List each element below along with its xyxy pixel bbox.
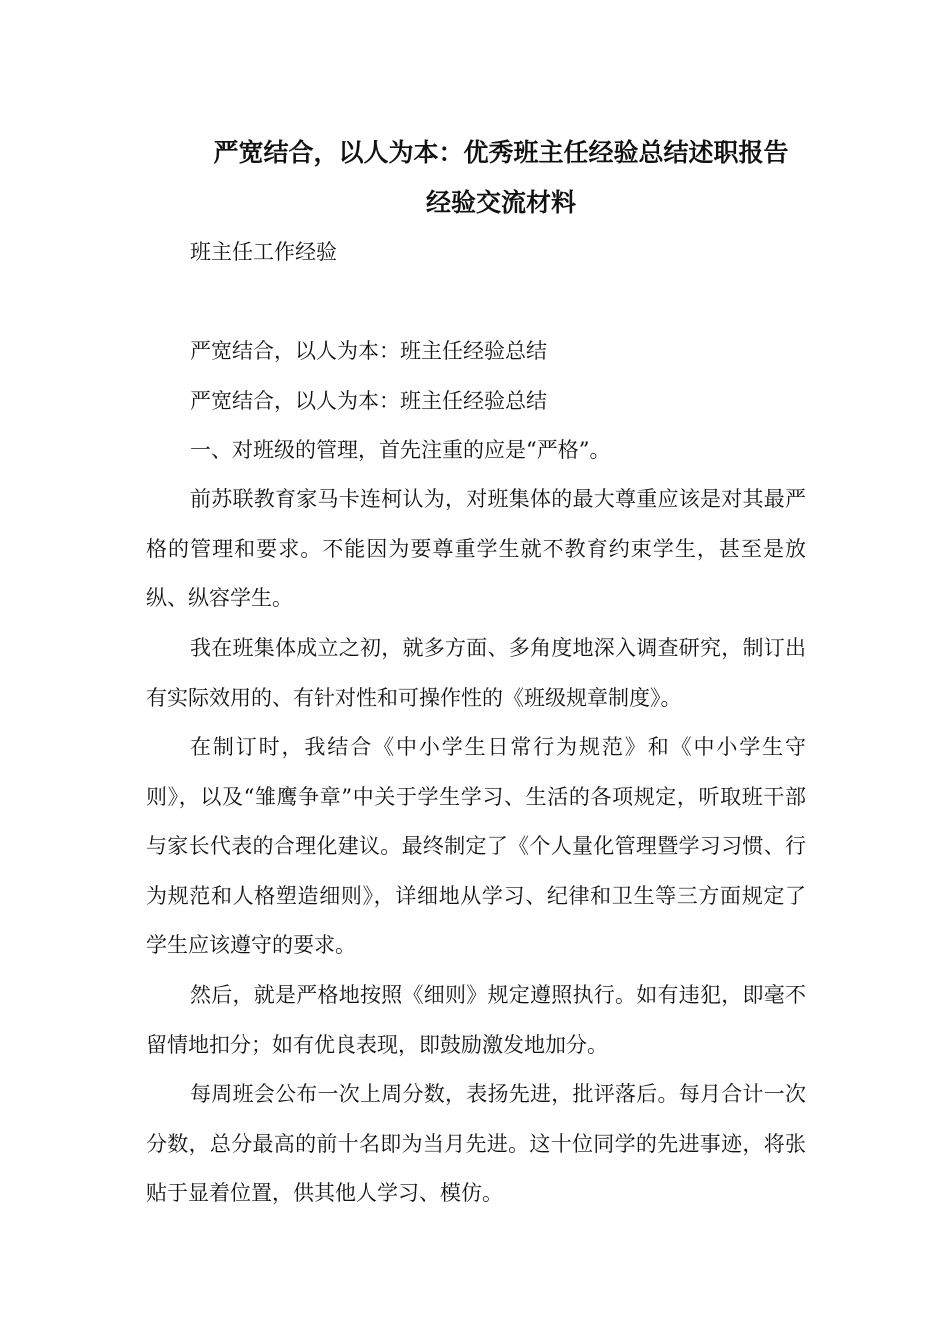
subtitle-2: 严宽结合，以人为本：班主任经验总结	[190, 389, 547, 413]
section-heading: 一、对班级的管理，首先注重的应是“严格”。	[190, 438, 611, 462]
paragraph-3: 在制订时，我结合《中小学生日常行为规范》和《中小学生守则》，以及“雏鹰争章”中关于学生学习、生活的各项规定，听取班干部与家长代表的合理化建议。最终制定了《个人量化管理暨学习习惯、行为规范和人格塑造细则》，详细地从学习、纪律和卫生等三方面规定了学生应该遵守的要求。	[146, 735, 806, 957]
paragraph-2: 我在班集体成立之初，就多方面、多角度地深入调查研究，制订出有实际效用的、有针对性和可操作性的《班级规章制度》。	[146, 636, 806, 710]
title-line-2: 经验交流材料	[425, 188, 576, 217]
paragraph-5: 每周班会公布一次上周分数，表扬先进，批评落后。每月合计一次分数，总分最高的前十名即为当月先进。这十位同学的先进事迹，将张贴于显着位置，供其他人学习、模仿。	[146, 1082, 806, 1205]
paragraph-4: 然后，就是严格地按照《细则》规定遵照执行。如有违犯，即毫不留情地扣分；如有优良表现，即鼓励激发地加分。	[146, 983, 806, 1057]
subtitle-1: 严宽结合，以人为本：班主任经验总结	[190, 339, 547, 363]
document-title	[148, 128, 854, 228]
category-label: 班主任工作经验	[190, 240, 337, 264]
title-line-1: 严宽结合，以人为本：优秀班主任经验总结述职报告	[213, 138, 789, 167]
paragraph-1: 前苏联教育家马卡连柯认为，对班集体的最大尊重应该是对其最严格的管理和要求。不能因为要尊重学生就不教育约束学生，甚至是放纵、纵容学生。	[146, 487, 806, 610]
